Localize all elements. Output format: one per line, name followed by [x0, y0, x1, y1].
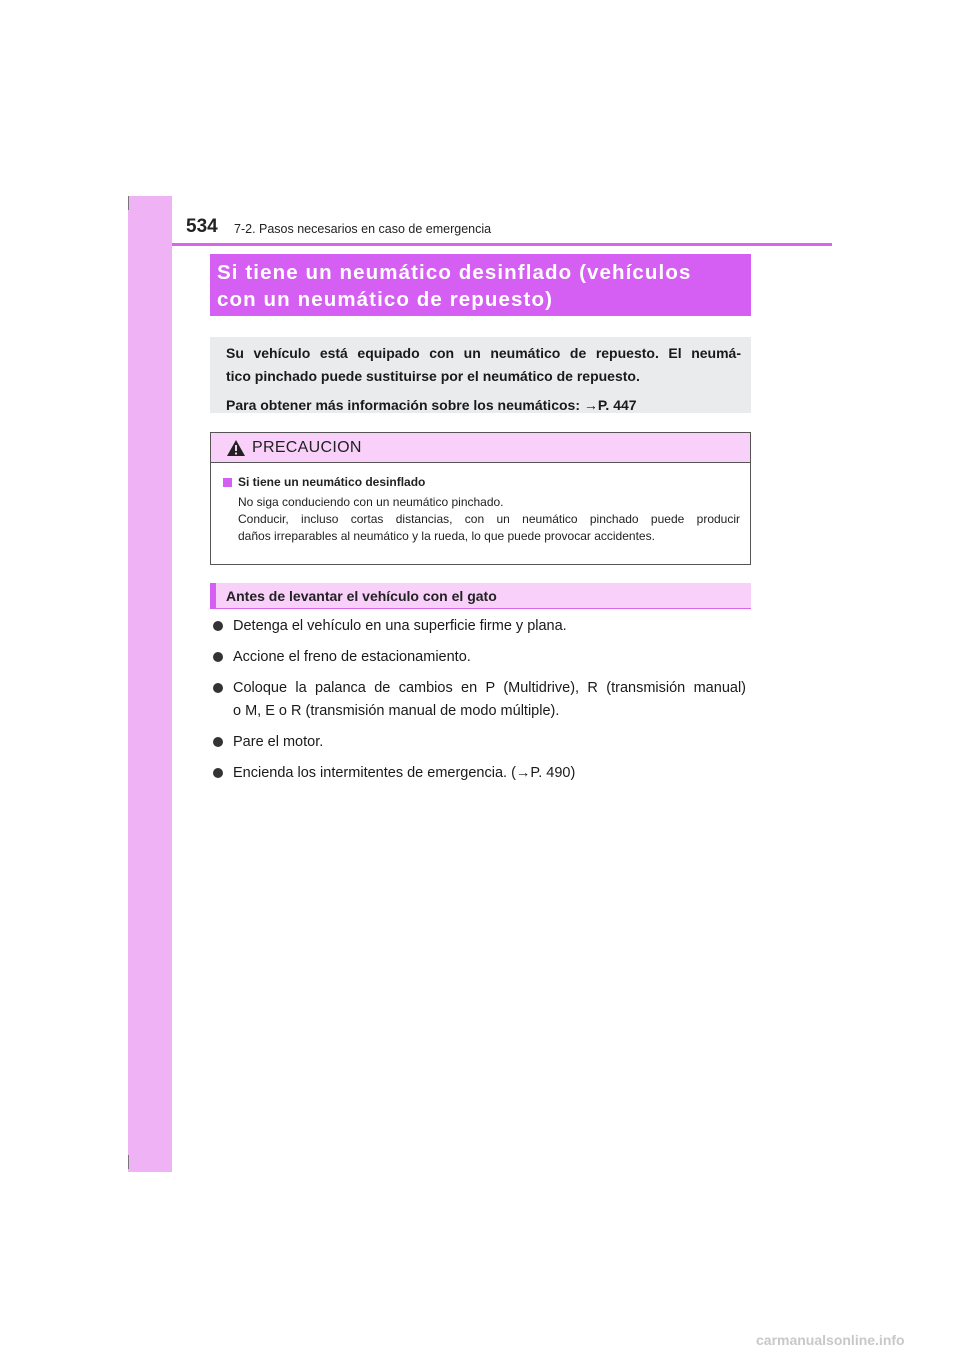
page-number: 534: [186, 216, 218, 237]
caution-line-1: No siga conduciendo con un neumático pinchado.: [238, 495, 504, 509]
bullet-dot-icon: [213, 683, 223, 693]
square-bullet-icon: [223, 478, 232, 487]
crop-mark-top: [128, 196, 129, 210]
bullet-dot-icon: [213, 768, 223, 778]
list-item: [212, 762, 746, 785]
bullet-dot-icon: [213, 737, 223, 747]
section-title-box: [210, 254, 751, 316]
list-item-text: [233, 677, 746, 723]
caution-header: [211, 433, 750, 463]
steps-list: [212, 615, 746, 793]
list-item: [212, 615, 746, 638]
list-item-text: Accione el freno de estacionamiento.: [233, 649, 471, 665]
caution-label: PRECAUCION: [252, 438, 362, 456]
chapter-side-strip: [128, 196, 172, 1172]
list-item-text: [233, 762, 746, 785]
crop-mark-bottom: [128, 1155, 129, 1169]
page-reference-link[interactable]: P. 490): [530, 765, 576, 781]
section-title-line-1: Si tiene un neumático desinflado (vehículos: [217, 261, 692, 284]
list-item-line-2: o M, E o R (transmisión manual de modo múltiple).: [233, 703, 560, 719]
intro-line-3: [226, 394, 741, 417]
list-item-line-1: Coloque la palanca de cambios en P (Multidrive), R (transmisión manual): [233, 680, 746, 696]
list-item: [212, 677, 746, 723]
section-title-line-2: con un neumático de repuesto): [217, 288, 554, 311]
caution-subheading-text: Si tiene un neumático desinflado: [238, 475, 426, 489]
list-item: [212, 731, 746, 754]
intro-box: [210, 337, 751, 413]
caution-line-3: daños irreparables al neumático y la rueda, lo que puede provocar accidentes.: [238, 529, 655, 543]
caution-subheading: [223, 474, 740, 491]
intro-ref-text: Para obtener más información sobre los neumáticos:: [226, 397, 584, 413]
bullet-dot-icon: [213, 652, 223, 662]
caution-line-2: Conducir, incluso cortas distancias, con un neumático pinchado puede producir: [238, 512, 740, 526]
header-rule: [172, 243, 832, 246]
caution-body: [211, 463, 750, 545]
subsection-heading: Antes de levantar el vehículo con el gato: [210, 583, 751, 609]
intro-line-2: tico pinchado puede sustituirse por el neumático de repuesto.: [226, 368, 640, 384]
caution-box: [210, 432, 751, 565]
intro-line-1: Su vehículo está equipado con un neumático de repuesto. El neumá-: [226, 345, 741, 361]
list-item-text: Detenga el vehículo en una superficie firme y plana.: [233, 618, 567, 634]
bullet-dot-icon: [213, 621, 223, 631]
intro-page-link[interactable]: P. 447: [597, 397, 637, 413]
list-item-prefix: Encienda los intermitentes de emergencia. (: [233, 765, 516, 781]
list-item-text: Pare el motor.: [233, 734, 324, 750]
list-item: [212, 646, 746, 669]
watermark: carmanualsonline.info: [756, 1332, 905, 1348]
warning-triangle-icon: [226, 439, 246, 457]
arrow-right-icon: →: [515, 765, 531, 781]
arrow-right-icon: →: [583, 397, 598, 413]
section-label: 7-2. Pasos necesarios en caso de emergencia: [234, 222, 492, 236]
page-header: [186, 214, 832, 246]
